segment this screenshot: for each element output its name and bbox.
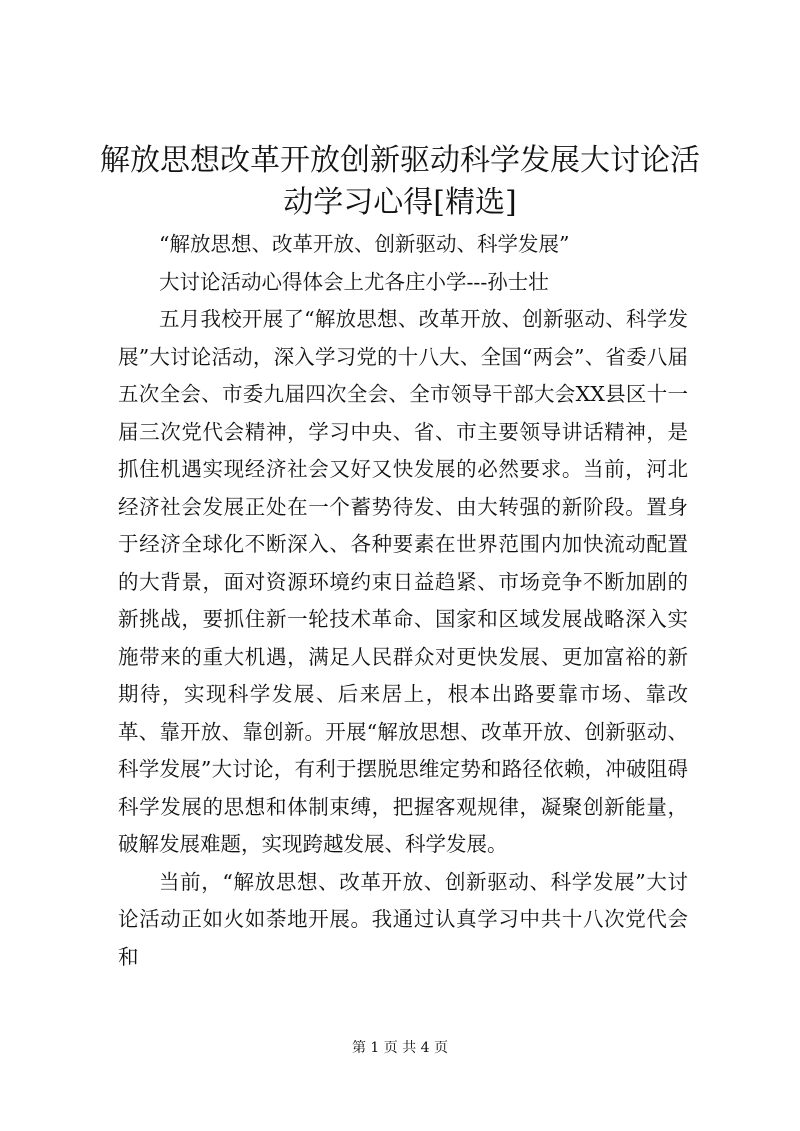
paragraph-quote-line: “解放思想、改革开放、创新驱动、科学发展” (159, 232, 570, 256)
document-title: 解放思想改革开放创新驱动科学发展大讨论活动学习心得[精选] (100, 143, 700, 220)
page-footer: 第 1 页 共 4 页 (351, 1040, 449, 1056)
paragraph-continued: 当前，“解放思想、改革开放、创新驱动、科学发展”大讨论活动正如火如荼地开展。我通过认真学习中共十八次党代会和 (118, 869, 688, 969)
paragraph-author-line: 大讨论活动心得体会上尤各庄小学---孙士壮 (159, 269, 549, 294)
paragraph-main: 五月我校开展了“解放思想、改革开放、创新驱动、科学发展”大讨论活动，深入学习党的十八大、全国“两会”、省委八届五次全会、市委九届四次全会、全市领导干部大会XX县区十一届三次党代会精神，学习中央、省、市主要领导讲话精神，是抓住机遇实现经济社会又好又快发展的必然要求。当前，河北经济社会发展正处在一个蓄势待发、由大转强的新阶段。置身于经济全球化不断深入、各种要素在世界范围内加快流动配置的大背景，面对资源环境约束日益趋紧、市场竞争不断加剧的新挑战，要抓住新一轮技术革命、国家和区域发展战略深入实施带来的重大机遇，满足人民群众对更快发展、更加富裕的新期待，实现科学发展、后来居上，根本出路要靠市场、靠改革、靠开放、靠创新。开展“解放思想、改革开放、创新驱动、科学发展”大讨论，有利于摆脱思维定势和路径依赖，冲破阻碍科学发展的思想和体制束缚，把握客观规律，凝聚创新能量，破解发展难题，实现跨越发展、科学发展。 (118, 307, 688, 856)
document-body (118, 226, 688, 976)
